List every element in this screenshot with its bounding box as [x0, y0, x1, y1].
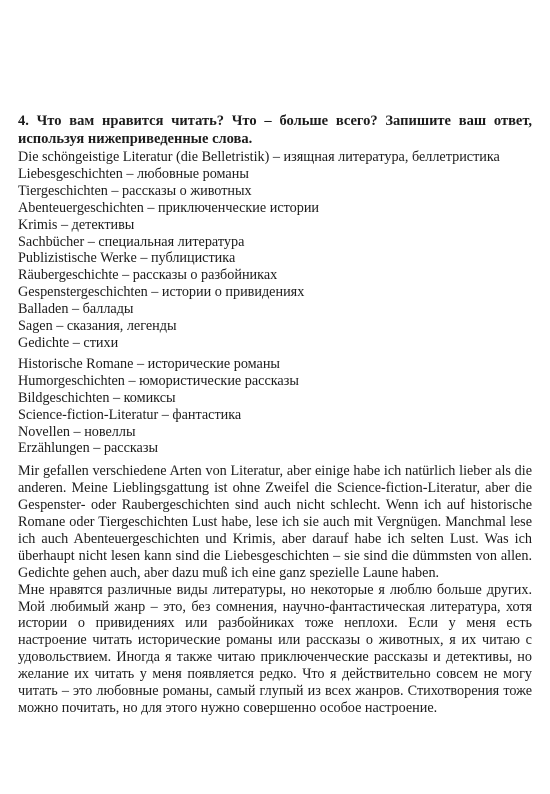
vocab-entry: Balladen – баллады — [18, 301, 134, 318]
vocab-list-2 — [18, 356, 532, 457]
vocab-entry: Historische Romane – исторические романы — [18, 355, 280, 372]
vocab-intro-entry: Die schöngeistige Literatur (die Belletristik) – изящная литература, беллетристика — [18, 149, 500, 165]
vocab-entry: Abenteuergeschichten – приключенческие истории — [18, 199, 320, 216]
vocab-list-1 — [18, 166, 532, 352]
vocab-entry: Erzählungen – рассказы — [18, 440, 158, 457]
vocab-entry: Gespenstergeschichten – истории о привидениях — [18, 284, 305, 301]
german-text-paragraph: Mir gefallen verschiedene Arten von Literatur, aber einige habe ich natürlich lieber als die anderen. Meine Lieblingsgattung ist ohne Zweifel die Science-fiction-Literatur, aber die Gespenster- oder Raubergeschichten sind auch nicht schlecht. Wenn ich auf historische Romane oder Tiergeschichten Lust habe, lese ich sie auch mit Vergnügen. Manchmal lese ich auch Abenteuergeschichten und Krimis, aber darauf habe ich selten Lust. Was ich überhaupt nicht lesen kann sind die Liebesgeschichten – sie sind die dümmsten von allen. Gedichte gehen auch, aber dazu muß ich eine ganz spezielle Laune haben. — [18, 463, 532, 581]
vocab-entry: Publizistische Werke – публицистика — [18, 250, 236, 267]
vocab-entry: Science-fiction-Literatur – фантастика — [18, 406, 242, 423]
vocab-entry: Sachbücher – специальная литература — [18, 233, 245, 250]
vocab-entry: Tiergeschichten – рассказы о животных — [18, 182, 252, 199]
vocab-entry: Humorgeschichten – юмористические рассказы — [18, 372, 299, 389]
russian-text-paragraph: Мне нравятся различные виды литературы, но некоторые я люблю больше других. Мой любимый жанр – это, без сомнения, научно-фантастическая литература, хотя истории о привидениях или разбойниках тоже неплохи. Если у меня есть настроение читать исторические романы или рассказы о животных, я их читаю с удовольствием. Иногда я также читаю приключенческие рассказы и детективы, но желание их читать у меня появляется редко. Что я действительно совсем не могу читать – это любовные романы, самый глупый из всех жанров. Стихотворения тоже можно почитать, но для этого нужно совершенно особое настроение. — [18, 581, 532, 716]
page-content — [18, 112, 532, 717]
task-heading: 4. Что вам нравится читать? Что – больше всего? Запишите ваш ответ, используя нижеприведенные слова. — [18, 113, 532, 147]
vocab-entry: Sagen – сказания, легенды — [18, 318, 177, 335]
vocab-entry: Bildgeschichten – комиксы — [18, 389, 176, 406]
vocab-entry: Räubergeschichte – рассказы о разбойниках — [18, 267, 278, 284]
vocab-entry: Gedichte – стихи — [18, 334, 119, 351]
vocab-entry: Krimis – детективы — [18, 216, 135, 233]
vocab-entry: Novellen – новеллы — [18, 423, 136, 440]
vocab-entry: Liebesgeschichten – любовные романы — [18, 165, 249, 182]
